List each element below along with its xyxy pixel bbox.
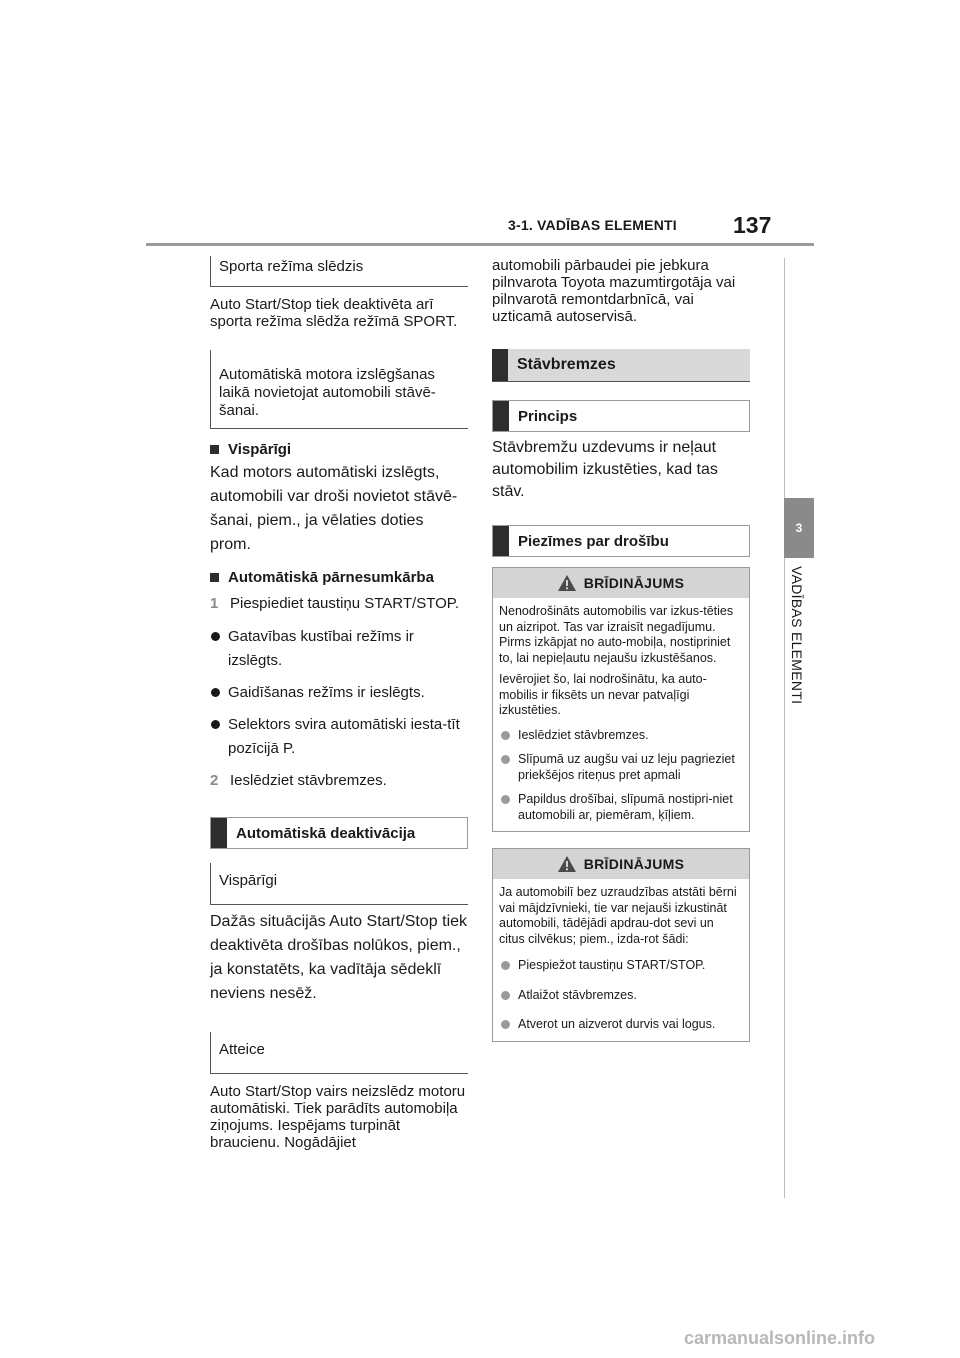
warning-bullet: Papildus drošībai, slīpumā nostipri-niet automobili ar, piemēram, ķīļiem. [499, 792, 742, 823]
deact-text: Dažās situācijās Auto Start/Stop tiek deaktivēta drošības nolūkos, piem., ja konstatēts, ka vadītāja sēdeklī neviens nesēž. [210, 913, 468, 1002]
warning-bullet: Atlaižot stāvbremzes. [499, 988, 742, 1004]
continued-text: automobili pārbaudei pie jebkura pilnvarota Toyota mazumtirgotāja vai pilnvarotā remontdarbnīcā, vai uzticamā autoservisā. [492, 257, 736, 325]
warning-bullet: Piespiežot taustiņu START/STOP. [499, 958, 742, 974]
square-bullet-icon [210, 573, 219, 582]
sport-text: Auto Start/Stop tiek deaktivēta arī sporta režīma slēdža režīmā SPORT. [210, 296, 458, 330]
subsection-header: Piezīmes par drošību [492, 525, 750, 557]
watermark: carmanualsonline.info [684, 1328, 876, 1348]
bullet-item: Gatavības kustībai režīms ir izslēgts. [210, 625, 468, 673]
warning-bullet: Ieslēdziet stāvbremzes. [499, 728, 742, 744]
warning-text: Nenodrošināts automobilis var izkus-tēties un aizripot. Tas var izraisīt negadījumu. Pirms izkāpjat no auto-mobiļa, nostipriniet to, lai nepieļautu nejaušu izkustēšanos. [499, 604, 734, 665]
side-tab-line [784, 258, 785, 1198]
vispargi-label-row: Vispārīgi [210, 441, 468, 458]
step-2: 2 Ieslēdziet stāvbremzes. [210, 772, 387, 789]
left-column [210, 256, 468, 1151]
warning-box [492, 848, 750, 1042]
warning-text: Ja automobilī bez uzraudzības atstāti bērni vai mājdzīvnieki, tie var nejauši izkustināt automobili, tādējādi apdrau-dot sevi un citus cilvēkus; piem., izda-rot šādi: [499, 885, 737, 946]
vispargi-text: Kad motors automātiski izslēgts, automobili var droši novietot stāvē-šanai, piem., ja vēlaties doties prom. [210, 464, 458, 553]
atteice-heading: Atteice [210, 1032, 468, 1074]
vispargi2-heading: Vispārīgi [210, 863, 468, 905]
page-number: 137 [733, 212, 772, 238]
warning-header: BRĪDINĀJUMS [493, 568, 749, 598]
chapter-label: VADĪBAS ELEMENTI [789, 566, 805, 705]
warning-header: BRĪDINĀJUMS [493, 849, 749, 879]
section-title: 3-1. VADĪBAS ELEMENTI [508, 217, 677, 233]
chapter-tab: 3 [784, 498, 814, 558]
right-column [492, 257, 750, 1042]
sport-heading: Sporta režīma slēdzis [210, 256, 468, 287]
bullet-item: Selektors svira automātiski iesta-tīt pozīcijā P. [210, 713, 468, 761]
warning-bullet: Slīpumā uz augšu vai uz leju pagrieziet priekšējos riteņus pret apmali [499, 752, 742, 783]
warning-bullet: Atverot un aizverot durvis vai logus. [499, 1017, 742, 1033]
subsection-header: Princips [492, 400, 750, 432]
auto-heading: Automātiskā motora izslēgšanas laikā novietojat automobili stāvē-šanai. [210, 350, 468, 429]
square-bullet-icon [210, 445, 219, 454]
atteice-text: Auto Start/Stop vairs neizslēdz motoru automātiski. Tiek parādīts automobiļa ziņojums. Iespējams turpināt braucienu. Nogādājiet [210, 1083, 466, 1151]
step-1: 1 Piespiediet taustiņu START/STOP. [210, 595, 460, 612]
warning-text: Ievērojiet šo, lai nodrošinātu, ka auto-mobilis ir fiksēts un nevar patvaļīgi izkustēties. [499, 672, 707, 717]
princips-text: Stāvbremžu uzdevums ir neļaut automobilim izkustēties, kad tas stāv. [492, 439, 718, 500]
warning-triangle-icon [558, 575, 576, 591]
header-rule [146, 243, 814, 246]
section-header: Automātiskā deaktivācija [210, 817, 468, 849]
section-header: Stāvbremzes [492, 349, 750, 382]
trans-label-row: Automātiskā pārnesumkārba [210, 569, 468, 586]
bullet-item: Gaidīšanas režīms ir ieslēgts. [210, 681, 468, 705]
warning-box [492, 567, 750, 832]
warning-triangle-icon [558, 856, 576, 872]
